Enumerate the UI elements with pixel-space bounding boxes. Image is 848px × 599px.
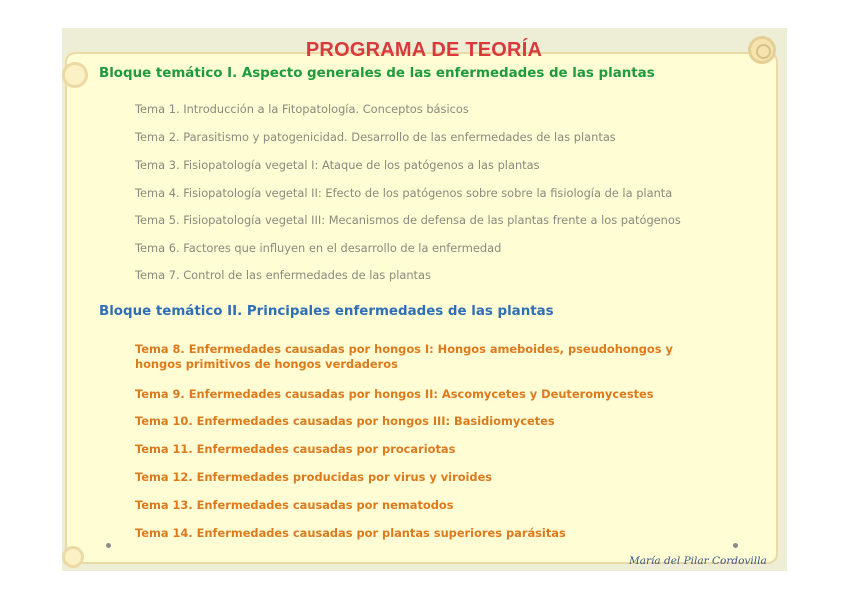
scroll-curl-top-left: [62, 62, 88, 88]
topic-item: Tema 1. Introducción a la Fitopatología. Conceptos básicos: [135, 102, 469, 116]
topic-item: Tema 9. Enfermedades causadas por hongos II: Ascomycetes y Deuteromycestes: [135, 387, 654, 401]
topic-item: Tema 3. Fisiopatología vegetal I: Ataque de los patógenos a las plantas: [135, 158, 540, 172]
topic-item: Tema 10. Enfermedades causadas por hongos III: Basidiomycetes: [135, 414, 555, 428]
topic-item: Tema 13. Enfermedades causadas por nematodos: [135, 498, 454, 512]
topic-item: Tema 11. Enfermedades causadas por procariotas: [135, 442, 456, 456]
topic-item: Tema 4. Fisiopatología vegetal II: Efecto de los patógenos sobre sobre la fisiología de la planta: [135, 186, 673, 200]
topic-item: Tema 12. Enfermedades producidas por virus y viroides: [135, 470, 493, 484]
topic-item: Tema 14. Enfermedades causadas por plantas superiores parásitas: [135, 526, 566, 540]
topic-item: Tema 6. Factores que influyen en el desarrollo de la enfermedad: [135, 241, 502, 255]
bullet-dot-right: [733, 543, 738, 548]
block1-heading: Bloque temático I. Aspecto generales de las enfermedades de las plantas: [99, 66, 655, 81]
topic-item: Tema 8. Enfermedades causadas por hongos I: Hongos ameboides, pseudohongos y hongos primitivos de hongos verdaderos: [135, 342, 673, 371]
topic-item: Tema 7. Control de las enfermedades de las plantas: [135, 268, 431, 282]
topic-item: Tema 5. Fisiopatología vegetal III: Mecanismos de defensa de las plantas frente a los patógenos: [135, 213, 681, 227]
author-signature: María del Pilar Cordovilla: [629, 555, 767, 567]
block2-heading: Bloque temático II. Principales enfermedades de las plantas: [99, 304, 554, 319]
bullet-dot-left: [106, 543, 111, 548]
topic-item: Tema 2. Parasitismo y patogenicidad. Desarrollo de las enfermedades de las plantas: [135, 130, 616, 144]
scroll-curl-bottom-left: [62, 546, 84, 568]
page-title: PROGRAMA DE TEORÍA: [305, 39, 543, 61]
